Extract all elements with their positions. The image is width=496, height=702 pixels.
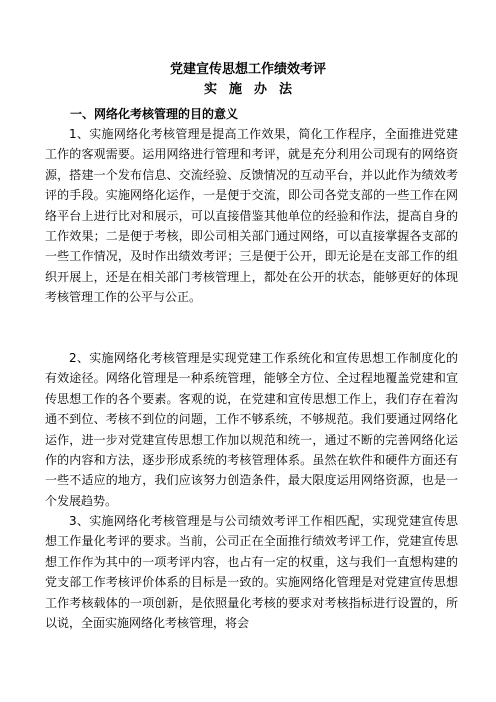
paragraph-1: 1、实施网络化考核管理是提高工作效果，简化工作程序，全面推进党建工作的客观需要。运用网络进行管理和考评，就是充分利用公司现有的网络资源，搭建一个发布信息、交流经验、反馈情况的互动平台，并以此作为绩效考评的手段。实施网络化运作，一是便于交流，即公司各党支部的一些工作在网络平台上进行比对和展示，可以直接借鉴其他单位的经验和作法，提高自身的工作效果；二是便于考核，即公司相关部门通过网络，可以直接掌握各支部的一些工作情况，及时作出绩效考评；三是便于公开，即无论是在支部工作的组织开展上，还是在相关部门考核管理上，都处在公开的状态，能够更好的体现考核管理工作的公平与公正。	[45, 127, 458, 305]
paragraph-2: 2、实施网络化考核管理是实现党建工作系统化和宣传思想工作制度化的有效途径。网络化管理是一种系统管理，能够全方位、全过程地覆盖党建和宣传思想工作的各个要素。客观的说，在党建和宣传思想工作上，我们存在着沟通不到位、考核不到位的问题，工作不够系统，不够规范。我们要通过网络化运作，进一步对党建宣传思想工作加以规范和统一，通过不断的完善网络化运作的内容和方法，逐步形成系统的考核管理体系。虽然在软件和硬件方面还有一些不适应的地方，我们应该努力创造条件，最大限度运用网络资源，也是一个发展趋势。	[45, 351, 458, 508]
paragraph-3: 3、实施网络化考核管理是与公司绩效考评工作相匹配，实现党建宣传思想工作量化考评的要求。当前，公司正在全面推行绩效考评工作，党建宣传思想工作作为其中的一项考评内容，也占有一定的权重，这与我们一直想构建的党支部工作考核评价体系的目标是一致的。实施网络化管理是对党建宣传思想工作考核载体的一项创新，是依照量化考核的要求对考核指标进行设置的，所以说，全面实施网络化考核管理，将会	[45, 514, 458, 631]
section-heading: 一、网络化考核管理的目的意义	[70, 107, 239, 121]
document-subtitle: 实施办法	[203, 82, 304, 97]
document-title: 党建宣传思想工作绩效考评	[169, 62, 326, 77]
